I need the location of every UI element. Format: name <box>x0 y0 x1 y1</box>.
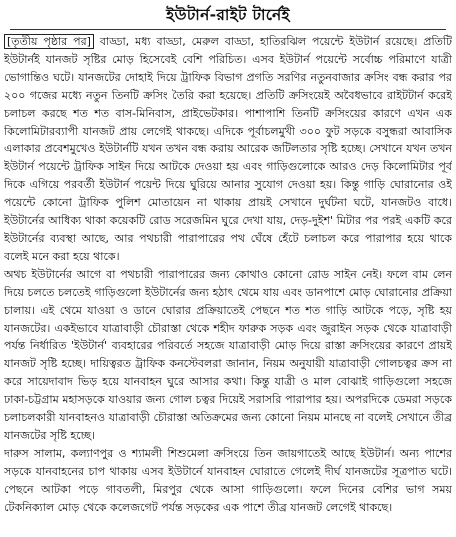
article-headline: ইউটার্ন-রাইট টার্নেই <box>166 6 290 24</box>
paragraph-3: দারুস সালাম, কল্যাণপুর ও শ্যামলী শিশুমেলা ক্রসিংয়ে তিন জায়গাতেই আছে ইউটার্ন। অন্য পাশের সড়কে যানবাহনের চাপ থাকায় এসব ইউটার্নে যানবাহন ঘোরাতে গেলেই দীর্ঘ যানজটের সূত্রপাত ঘটে। পেছনে আটকা পড়ে গাবতলী, মিরপুর থেকে আসা গাড়িগুলো। ফলে দিনের বেশির ভাগ সময় টেকনিক্যাল মোড় থেকে কলেজগেট পর্যন্ত সড়কের এক পাশে তীব্র যানজট লেগেই থাকছে। <box>4 446 452 514</box>
article-body <box>4 33 452 516</box>
paragraph-1-text: বাড্ডা, মধ্য বাড্ডা, মেরুল বাড্ডা, হাতিরঝিল পয়েন্টে ইউটার্ন রয়েছে। প্রতিটি ইউটার্নই যানজট সৃষ্টির মোড় হিসেবেই বেশি পরিচিত। এসব ইউটার্ন পয়েন্টে সর্বোচ্চ পরিমাণে যাত্রী ভোগান্তিও ঘটে। যানজটের দোহাই দিয়ে ট্রাফিক বিভাগ প্রগতি সরণির নতুনবাজার ক্রসিং বন্ধ করার পর ২০০ গজের মধ্যে নতুন তিনটি ক্রসিং তৈরি করা হয়েছে। প্রতিটি ক্রসিংয়েই অবৈধভাবে রাইটটার্ন করেই চলাচল করছে শত শত বাস-মিনিবাস, প্রাইভেটকার। পাশাপাশি তিনটি ক্রসিংয়ের কারণে এখন এক কিলোমিটারব্যাপী যানজট প্রায় লেগেই থাকছে। এদিকে পূর্বাচলমুখী ৩০০ ফুট সড়কে বসুন্ধরা আবাসিক এলাকার প্রবেশমুখেও ইউটার্নটি যখন তখন বন্ধ করায় আরেক জটিলতার সৃষ্টি হচ্ছে। সেখানে যখন তখন ইউটার্ন পয়েন্টে ট্রাফিক সাইন দিয়ে আটকে দেওয়া হয় এবং গাড়িগুলোকে আরও দেড় কিলোমিটার পূর্ব দিকে এগিয়ে পরবর্তী ইউটার্ন পয়েন্ট দিয়ে ঘুরিয়ে আনার সুযোগ দেওয়া হয়। কিন্তু গাড়ি ঘোরানোর ওই পয়েন্টে কোনো ট্রাফিক পুলিশ মোতায়েন না থাকায় প্রায়ই সেখানে দুর্ঘটনা ঘটে, যানজটও বাধে। ইউটার্নের আধিক্য থাকা কয়েকটি রোড সরেজমিন ঘুরে দেখা যায়, দেড়-দুইশ' মিটার পর পরই একটি করে ইউটার্নের ব্যবস্থা আছে, আর পথচারী পারাপারের পথ ঘেঁষে হেঁটে চলাচল করে পারাপার হয়ে থাকে বলেই মনে করা হয়ে থাকে। <box>4 35 452 263</box>
paragraph-1 <box>4 33 452 266</box>
jump-tag: [তৃতীয় পৃষ্ঠার পর] <box>4 34 94 49</box>
headline-divider <box>10 29 446 30</box>
paragraph-2: অথচ ইউটার্নের আগে বা পথচারী পারাপারের জন্য কোথাও কোনো রোড সাইন নেই। ফলে বাম লেন দিয়ে চলতে চলতেই গাড়িগুলো ইউটার্নের জন্য হঠাৎ থেমে যায় এবং ডানপাশে মোড় ঘোরানোর প্রক্রিয়া চালায়। এই থেমে যাওয়া ও ডানে ঘোরার প্রক্রিয়াতেই পেছনে শত শত গাড়ি আটকে পড়ে, সৃষ্টি হয় যানজটের। একইভাবে যাত্রাবাড়ী চৌরাস্তা থেকে শহীদ ফারুক সড়ক এবং জুরাইন সড়ক থেকে যাত্রাবাড়ী পর্যন্ত নির্ধারিত 'ইউটার্ন' ব্যবহারের পরিবর্তে সহজে যাত্রাবাড়ী মোড় দিয়ে রাস্তা ক্রসিংয়ের কারণে প্রায়ই যানজট সৃষ্টি হচ্ছে। দায়িত্বরত ট্রাফিক কনস্টেবলরা জানান, নিয়ম অনুযায়ী যাত্রাবাড়ী গোলচত্বর ক্রস না করে সায়েদাবাদ ভিড় হয়ে যানবাহন ঘুরে আসার কথা। কিন্তু যাত্রী ও মাল বোঝাই গাড়িগুলো সহজে ঢাকা-চট্টগ্রাম মহাসড়কে যাওয়ার জন্য গোল চত্বর দিয়েই সরাসরি পারাপার হয়। অপরদিকে ডেমরা সড়কে চলাচলকারী যানবাহনও যাত্রাবাড়ী চৌরাস্তা অতিক্রমের জন্য কোনো নিয়ম মানছে না বলেই সেখানে তীব্র যানজটের সৃষ্টি হচ্ছে। <box>4 267 452 442</box>
newspaper-clipping <box>4 4 452 533</box>
